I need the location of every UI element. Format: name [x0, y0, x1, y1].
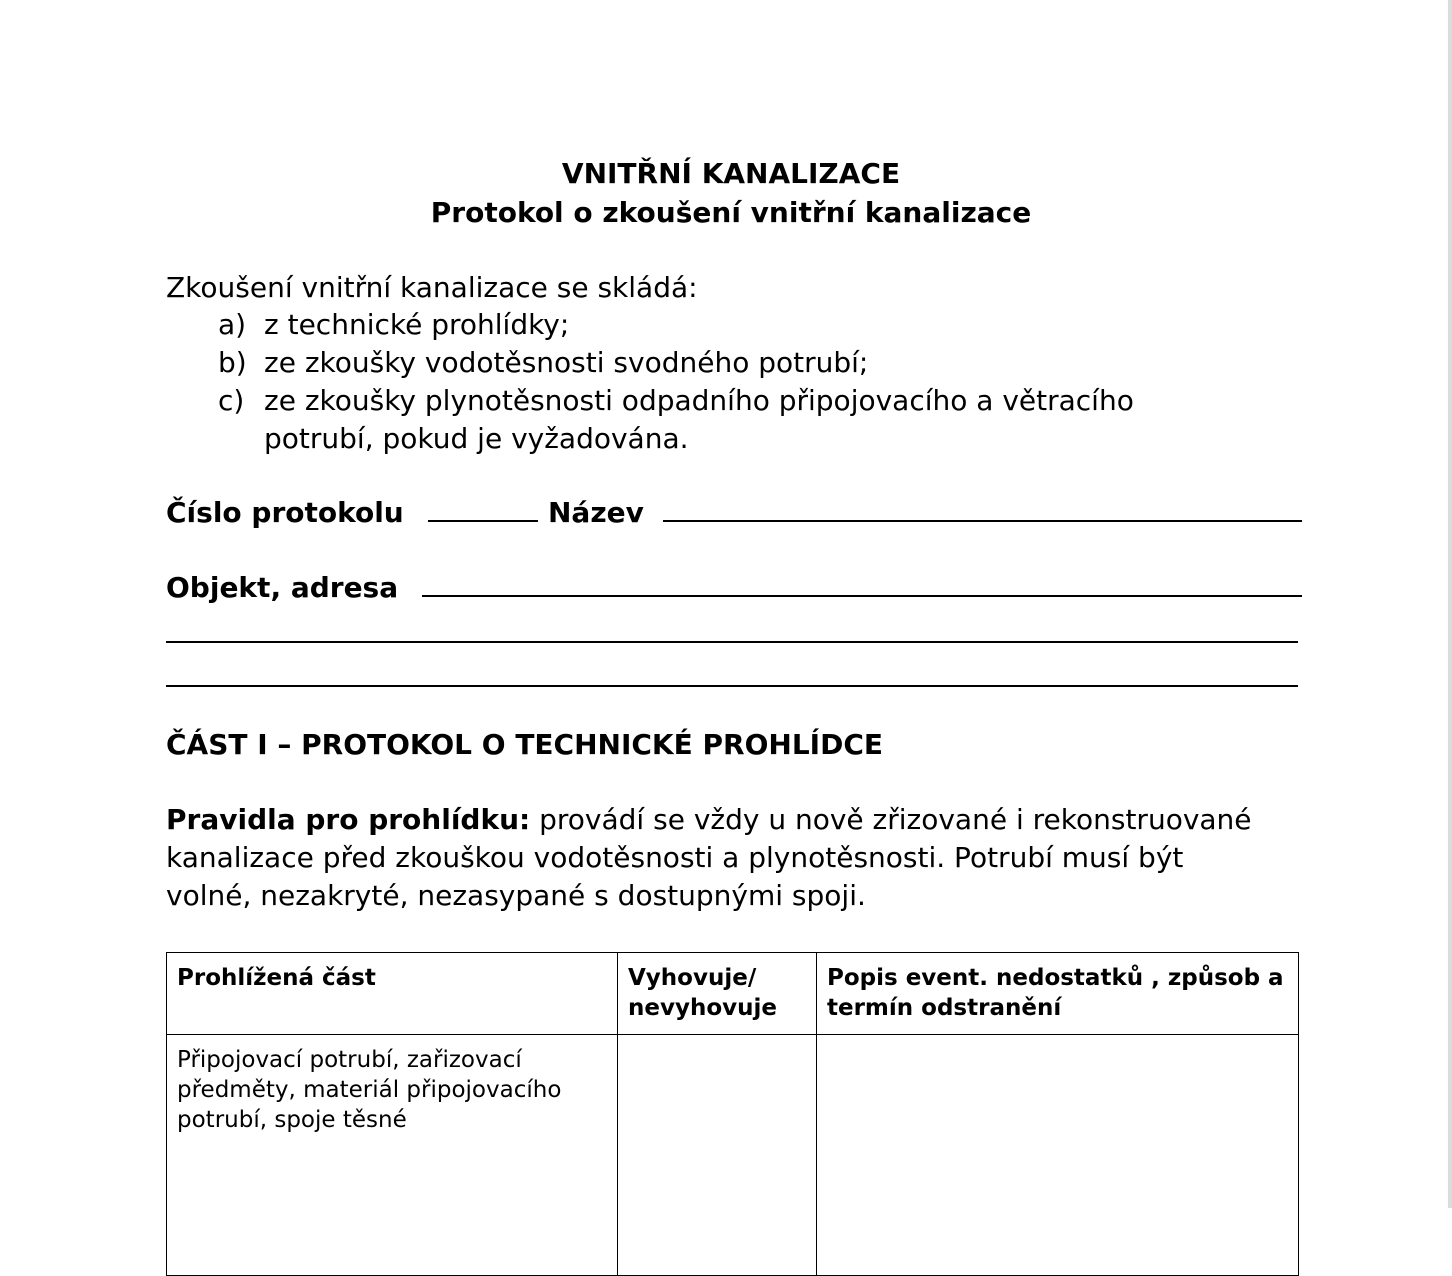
list-item: [218, 344, 1224, 382]
rules-label: Pravidla pro prohlídku:: [166, 803, 531, 836]
address-line-3[interactable]: [166, 685, 1298, 687]
intro-text: Zkoušení vnitřní kanalizace se skládá:: [166, 271, 698, 304]
table-row: [167, 1035, 1299, 1276]
list-text: ze zkoušky vodotěsnosti svodného potrubí;: [264, 346, 869, 379]
list-marker: c): [218, 384, 245, 417]
name-line[interactable]: [663, 520, 1302, 522]
cell-defects[interactable]: [817, 1035, 1299, 1276]
header-complies: Vyhovuje/ nevyhovuje: [618, 953, 817, 1035]
object-address-label: Objekt, adresa: [166, 571, 399, 604]
inspection-table: [166, 952, 1299, 1276]
list-marker: a): [218, 308, 247, 341]
list-text: ze zkoušky plynotěsnosti odpadního připojovacího a větracího potrubí, pokud je vyžadována.: [264, 384, 1134, 455]
rules-text: provádí se vždy u nově zřizované i rekonstruované kanalizace před zkouškou vodotěsnosti a plynotěsnosti. Potrubí musí být volné, nezakryté, nezasypané s dostupnými spoji.: [166, 803, 1252, 912]
list-text: z technické prohlídky;: [264, 308, 570, 341]
document-title: VNITŘNÍ KANALIZACE: [561, 157, 901, 190]
table-header-row: [167, 953, 1299, 1035]
header-inspected-part: Prohlížená část: [167, 953, 618, 1035]
protocol-number-line[interactable]: [428, 520, 538, 522]
test-steps-list: [218, 306, 1224, 458]
list-item: [218, 382, 1224, 458]
object-address-line[interactable]: [422, 595, 1302, 597]
address-line-2[interactable]: [166, 641, 1298, 643]
list-marker: b): [218, 346, 247, 379]
document-subtitle: Protokol o zkoušení vnitřní kanalizace: [430, 196, 1032, 229]
list-item: [218, 306, 1224, 344]
cell-inspected-part: Připojovací potrubí, zařizovací předměty, materiál připojovacího potrubí, spoje těsné: [167, 1035, 618, 1276]
name-label: Název: [548, 496, 644, 529]
section-heading: ČÁST I – PROTOKOL O TECHNICKÉ PROHLÍDCE: [166, 728, 883, 761]
protocol-number-label: Číslo protokolu: [166, 496, 404, 529]
cell-complies[interactable]: [618, 1035, 817, 1276]
inspection-rules: [166, 801, 1276, 915]
header-defects: Popis event. nedostatků , způsob a termín odstranění: [817, 953, 1299, 1035]
